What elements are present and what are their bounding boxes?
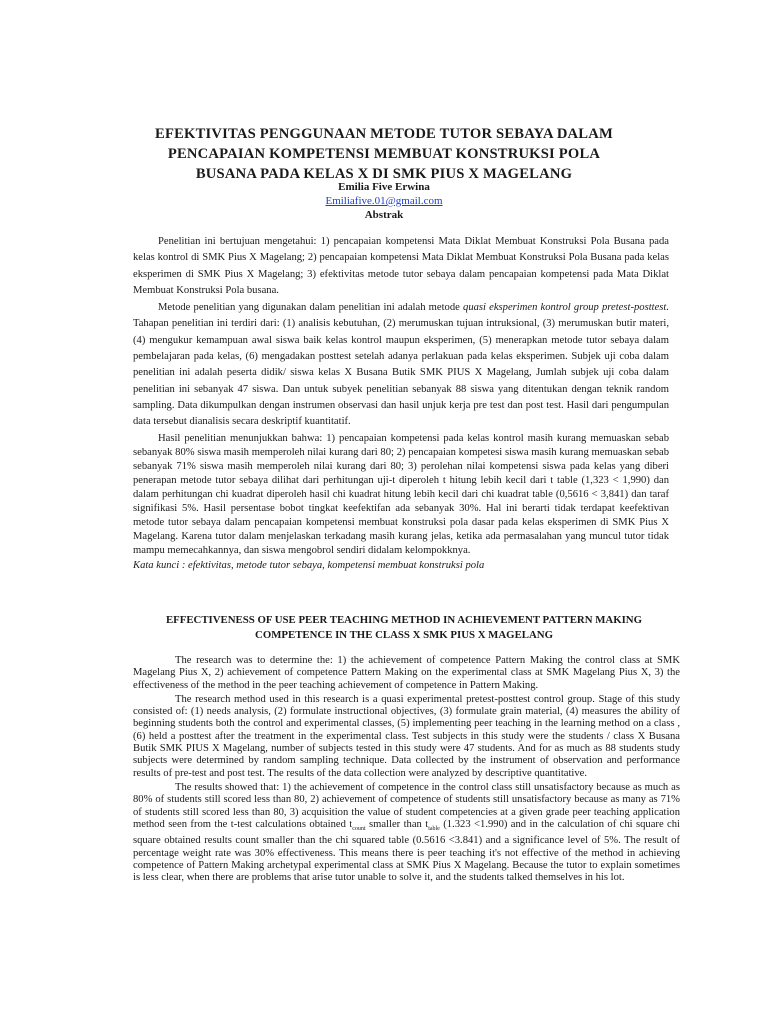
title-line: EFEKTIVITAS PENGGUNAAN METODE TUTOR SEBAYA DALAM: [155, 126, 613, 142]
english-title-line: COMPETENCE IN THE CLASS X SMK PIUS X MAGELANG: [255, 629, 553, 641]
english-title: [130, 613, 678, 643]
author-name: Emilia Five Erwina: [338, 181, 430, 193]
english-title-line: EFFECTIVENESS OF USE PEER TEACHING METHOD IN ACHIEVEMENT PATTERN MAKING: [165, 614, 643, 626]
subscript-table: table: [428, 825, 440, 832]
english-paragraph: [133, 782, 680, 884]
author-email-link[interactable]: Emiliafive.01@gmail.com: [325, 195, 443, 207]
abstract-heading: Abstrak: [364, 209, 404, 221]
english-paragraph: The research was to determine the: 1) the achievement of competence Pattern Making the control class at SMK Magelang Pius X, 2) achievement of competence Pattern Making on the experimental class at SMK Magelang Pius X, 3) the effectiveness of the method in the peer teaching achievement of competence in Pattern Making.: [133, 655, 680, 691]
english-text: (1.323 <1.990) and in the calculation of chi square chi square obtained results count smaller than the chi squared table (0.5616 <3.841) and a significance level of 5%. The result of percentage weight rate was 30% effectiveness. This means there is peer teaching it's not effective of the method in achieving competence of Pattern Making archetypal experimental class at SMK Pius X Magelang. Because the tutor to explain sometimes is less clear, when there are problems that arise tutor unable to solve it, and the students talked themselves in his lot.: [133, 818, 681, 884]
title-line: BUSANA PADA KELAS X DI SMK PIUS X MAGELANG: [195, 166, 573, 182]
abstract-method-italic: quasi eksperimen kontrol group pretest-posttest.: [463, 302, 669, 314]
abstract-paragraph: Penelitian ini bertujuan mengetahui: 1) pencapaian kompetensi Mata Diklat Membuat Konstruksi Pola Busana pada kelas kontrol di SMK Pius X Magelang; 2) pencapaian kompetensi Mata Diklat Membuat Konstruksi Pola Busana pada kelas eksperimen di SMK Pius X Magelang; 3) efektivitas metode tutor sebaya dalam pencapaian kompetensi pada Mata Diklat Membuat Konstruksi Pola busana.: [133, 236, 669, 296]
english-paragraph: The research method used in this research is a quasi experimental pretest-posttest control group. Stage of this study consisted of: (1) needs analysis, (2) formulate instructional objectives, (3) formulate grain material, (4) measures the ability of beginning students both the control and experimental classes, (5) implementing peer teaching in the learning method on a class , (6) held a posttest after the treatment in the experimental class. Test subjects in this study were the students / class X Busana Butik SMK PIUS X Magelang, number of subjects tested in this study were 47 students. And for as much as 88 students study subjects were determined by random sampling technique. Data collected by the instrument of observation and performance results of pre-test and post test. The results of the data collection were analyzed by descriptive quantitative.: [133, 693, 680, 779]
english-text: smaller than t: [365, 818, 429, 830]
abstract-text: Metode penelitian yang digunakan dalam penelitian ini adalah metode: [158, 302, 464, 314]
abstract-body: [133, 234, 669, 575]
english-abstract-body: [133, 655, 680, 886]
abstract-keywords: Kata kunci : efektivitas, metode tutor sebaya, kompetensi membuat konstruksi pola: [133, 560, 485, 572]
abstract-paragraph: Hasil penelitian menunjukkan bahwa: 1) pencapaian kompetensi pada kelas kontrol masih kurang memuaskan sebab sebanyak 80% siswa masih memperoleh nilai kurang dari 80; 2) pencapaian kompetesi siswa masih kurang memuaskan sebab sebanyak 71% siswa masih memperoleh nilai kurang dari 80; 3) perolehan nilai kompetensi siswa pada kelas yang diberi penerapan metode tutor sebaya dilihat dari perhitungan uji-t diperoleh t hitung lebih kecil dari t table (1,323 < 1,990) dan dalam perhitungan chi kuadrat diperoleh hasil chi kuadrat hitung lebih kecil dari chi kuadrat table (0,5616 < 3,841) dan taraf signifikasi 5%. Hasil persentase bobot tingkat keefektifan ada sebanyak 30%. Hal ini berarti tidak terdapat keefektivan metode tutor sebaya dalam pencapaian kompetensi membuat konstruksi pola dasar pada kelas eksperimen di SMK Pius X Magelang. Karena tutor dalam menjelaskan terkadang masih kurang jelas, ketika ada permasalahan yang muncul tutor tidak mampu memecahkannya, dan siswa mengobrol sendiri didalam kelompokknya.: [133, 432, 669, 557]
paper-title: [100, 124, 668, 184]
title-line: PENCAPAIAN KOMPETENSI MEMBUAT KONSTRUKSI POLA: [167, 146, 601, 162]
subscript-count: count: [352, 825, 366, 832]
abstract-paragraph: [133, 300, 669, 430]
abstract-text: Tahapan penelitian ini terdiri dari: (1) analisis kebutuhan, (2) merumuskan tujuan intruksional, (3) merumuskan butir materi, (4) mengukur kemampuan awal siswa baik kelas kontrol maupun eksperimen, (5) menerapkan metode tutor sebaya dalam pembelajaran pada kelas, (6) mengadakan posttest setelah adanya perlakuan pada kelas eksperimen. Subjek uji coba dalam penelitian ini adalah peserta didik/ siswa kelas X Busana Butik SMK PIUS X Magelang, Jumlah subjek uji coba dalam penelitian ini sebanyak 47 siswa. Dan untuk subyek penelitian sebanyak 88 siswa yang ditentukan dengan teknik random sampling. Data dikumpulkan dengan instrumen observasi dan hasil unjuk kerja pre test dan post test. Hasil dari pengumpulan data tersebut dianalisis secara deskriptif kuantitatif.: [133, 318, 669, 428]
english-text: The results showed that: 1) the achievement of competence in the control class still unsatisfactory because as much as 80% of students still scored less than 80, 2) achievement of competence of students still unsatisfactory because as many as 71% of students still scored less than 80, 3) acquisition the value of student competencies at a given grade peer teaching application method seen from the t-test calculations obtained t: [133, 781, 680, 830]
